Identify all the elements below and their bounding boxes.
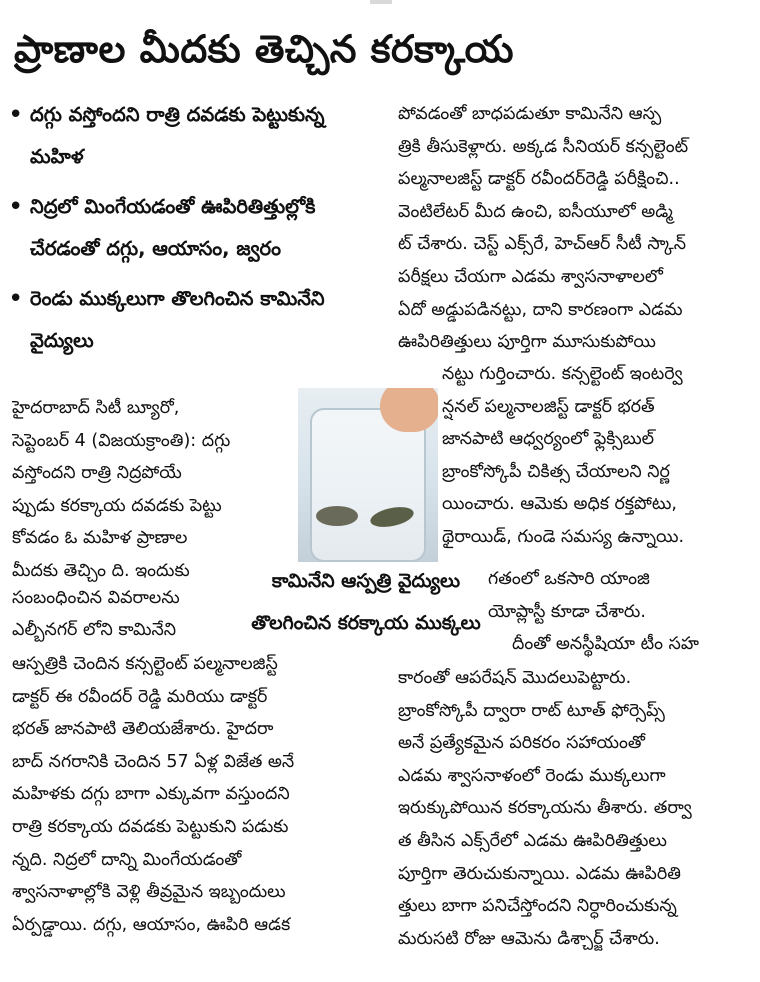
text-line: హైదరాబాద్ సిటీ బ్యూరో,	[12, 398, 180, 418]
text-line: ఎల్బీనగర్ లోని కామినేని	[12, 620, 177, 640]
bullet-text: దగ్గు వస్తోందని రాత్రి దవడకు పెట్టుకున్న మహిళ	[30, 103, 325, 168]
article-column-left-top	[12, 392, 294, 588]
text-line: శ్వాసనాళాల్లోకి వెళ్లి తీవ్రమైన ఇబ్బందులు	[12, 882, 286, 903]
text-line: ప్పుడు కరక్కాయ దవడకు పెట్టు	[12, 495, 222, 516]
text-line: మరుసటి రోజు ఆమెను డిశ్చార్జ్ చేశారు.	[398, 928, 660, 949]
bullet-item	[8, 94, 380, 178]
article-column-left-mid	[12, 582, 218, 615]
text-line: థైరాయిడ్, గుండె సమస్య ఉన్నాయి.	[442, 526, 685, 547]
text-line: వెంటిలేటర్ మీద ఉంచి, ఐసీయూలో అడ్మి	[398, 201, 673, 222]
text-line: కారంతో ఆపరేషన్ మొదలుపెట్టారు.	[398, 668, 632, 688]
bullet-item	[8, 278, 380, 362]
text-line: ఎడమ శ్వాసనాళంలో రెండు ముక్కలుగా	[398, 765, 666, 786]
bullet-list	[8, 94, 380, 370]
text-line: న్నది. నిద్రలో దాన్ని మింగేయడంతో	[12, 849, 242, 870]
myrobalan-piece	[316, 506, 358, 526]
text-line: సెప్టెంబర్ 4 (విజయక్రాంతి): దగ్గు	[12, 430, 231, 451]
text-line: ఆస్పత్రికి చెందిన కన్సల్టెంట్ పల్మనాలజిస్ట్	[12, 654, 278, 674]
bullet-item	[8, 186, 380, 270]
article-column-right-mid3	[512, 628, 748, 661]
text-line: త తీసిన ఎక్స్‌రేలో ఎడమ ఊపిరితిత్తులు	[398, 830, 667, 851]
article-column-right-mid	[442, 358, 748, 554]
text-line: మీదకు తెచ్చిం ది. ఇందుకు	[12, 560, 190, 581]
text-line: కోవడం ఓ మహిళ ప్రాణాల	[12, 528, 188, 549]
text-line: గతంలో ఒకసారి యాంజి	[488, 569, 650, 589]
text-line: న్షనల్ పల్మనాలజిస్ట్ డాక్టర్ భరత్	[442, 396, 655, 417]
photo-caption: కామినేని ఆస్పత్రి వైద్యులు	[218, 562, 514, 600]
bullet-dot-icon: •	[8, 100, 24, 130]
text-line: పూర్తిగా తెరుచుకున్నాయి. ఎడమ ఊపిరితి	[398, 863, 681, 884]
article-column-right-top	[398, 98, 748, 359]
text-line: అనే ప్రత్యేకమైన పరికరం సహాయంతో	[398, 733, 645, 754]
photo-caption: తొలగించిన కరక్కాయ ముక్కలు	[218, 604, 514, 642]
text-line: మహిళకు దగ్గు బాగా ఎక్కువగా వస్తుందని	[12, 784, 290, 805]
text-line: యోప్లాస్టీ కూడా చేశారు.	[488, 601, 646, 622]
text-line: బాద్ నగరానికి చెందిన 57 ఏళ్ల విజేత అనే	[12, 751, 295, 772]
text-line: నట్టు గుర్తించారు. కన్సల్టెంట్ ఇంటర్వె	[442, 364, 683, 384]
text-line: బ్రాంకోస్కోపీ ద్వారా రాట్ టూత్ ఫోర్సెప్స్	[398, 700, 665, 721]
article-column-right-bottom	[398, 662, 748, 955]
text-line: రాత్రి కరక్కాయ దవడకు పెట్టుకుని పడుకు	[12, 816, 289, 837]
bullet-dot-icon: •	[8, 284, 24, 314]
finger-image	[380, 388, 438, 432]
page-top-mark	[370, 0, 392, 4]
text-line: పల్మనాలజిస్ట్ డాక్టర్ రవీందర్‌రెడ్డి పరీక్షించి..	[398, 169, 680, 190]
text-line: యించారు. ఆమెకు అధిక రక్తపోటు,	[442, 494, 677, 515]
text-line: పోవడంతో బాధపడుతూ కామినేని ఆస్ప	[398, 104, 662, 124]
text-line: త్తులు బాగా పనిచేస్తోందని నిర్ధారించుకున్న	[398, 896, 677, 917]
bullet-text: రెండు ముక్కలుగా తొలగించిన కామినేని వైద్యులు	[30, 287, 325, 352]
text-line: ఇరుక్కుపోయిన కరక్కాయను తీశారు. తర్వా	[398, 798, 692, 819]
article-column-right-mid2	[488, 563, 748, 628]
text-line: ట్ చేశారు. చెస్ట్ ఎక్స్‌రే, హెచ్‌ఆర్ సీటీ స్కాన్	[398, 234, 686, 255]
text-line: భరత్ జానపాటి తెలియజేశారు. హైదరా	[12, 719, 274, 740]
article-column-left-mid2	[12, 614, 216, 647]
text-line: త్రికి తీసుకెళ్లారు. అక్కడ సీనియర్ కన్సల్టెంట్	[398, 136, 689, 157]
text-line: సంబంధించిన వివరాలను	[12, 588, 180, 608]
text-line: డాక్టర్ ఈ రవీందర్ రెడ్డి మరియు డాక్టర్	[12, 686, 268, 707]
text-line: దీంతో అనస్థీషియా టీం సహ	[512, 634, 699, 654]
text-line: పరీక్షలు చేయగా ఎడమ శ్వాసనాళాలలో	[398, 266, 663, 287]
text-line: ఏర్పడ్డాయి. దగ్గు, ఆయాసం, ఊపిరి ఆడక	[12, 914, 291, 935]
bullet-dot-icon: •	[8, 192, 24, 222]
text-line: జానపాటి ఆధ్వర్యంలో ఫ్లెక్సిబుల్	[442, 429, 655, 450]
text-line: ఏదో అడ్డుపడినట్టు, దాని కారణంగా ఎడమ	[398, 299, 683, 320]
text-line: ఊపిరితిత్తులు పూర్తిగా మూసుకుపోయి	[398, 332, 656, 353]
headline: ప్రాణాల మీదకు తెచ్చిన కరక్కాయ	[14, 27, 515, 71]
article-column-left-bottom	[12, 648, 362, 941]
text-line: వస్తోందని రాత్రి నిద్రపోయే	[12, 463, 182, 484]
news-photo	[298, 388, 438, 564]
bullet-text: నిద్రలో మింగేయడంతో ఊపిరితిత్తుల్లోకి చేరడంతో దగ్గు, ఆయాసం, జ్వరం	[30, 195, 316, 260]
text-line: బ్రాంకోస్కోపీ చికిత్స చేయాలని నిర్ణ	[442, 461, 670, 482]
